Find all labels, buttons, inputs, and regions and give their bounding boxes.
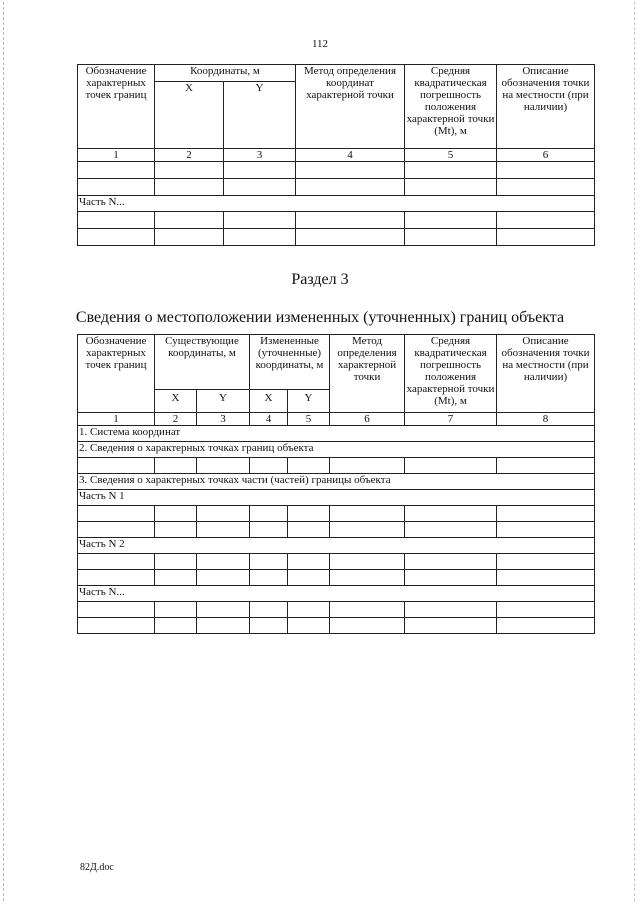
table-row [78, 602, 595, 618]
column-number: 3 [197, 413, 250, 426]
header-existing-x: X [155, 390, 197, 413]
header-x: X [155, 82, 224, 149]
points-info-row: 2. Сведения о характерных точках границ объекта [78, 442, 595, 458]
column-number: 2 [155, 413, 197, 426]
table-row [78, 458, 595, 474]
page-number: 112 [311, 38, 329, 50]
table-row [78, 506, 595, 522]
coordinate-system-row: 1. Система координат [78, 426, 595, 442]
boundary-points-table [77, 64, 595, 246]
header-changed-coordinates: Измененные (уточненные) координаты, м [250, 335, 330, 390]
header-changed-x: X [250, 390, 288, 413]
section-title: Сведения о местоположении измененных (уточненных) границ объекта [75, 309, 565, 326]
header-y: Y [224, 82, 296, 149]
header-points: Обозначение характерных точек границ [78, 65, 155, 149]
header-coordinates: Координаты, м [155, 65, 296, 82]
column-number: 1 [78, 149, 155, 162]
table-row [78, 618, 595, 634]
part-row-label: Часть N... [78, 196, 595, 212]
table-row [78, 554, 595, 570]
header-changed-y: Y [288, 390, 330, 413]
table-row [78, 229, 595, 246]
column-number: 1 [78, 413, 155, 426]
changed-boundaries-table [77, 334, 595, 634]
column-number: 4 [296, 149, 405, 162]
header-error: Средняя квадратическая погрешность положения характерной точки (Mt), м [405, 335, 497, 413]
column-number: 4 [250, 413, 288, 426]
column-number: 6 [497, 149, 595, 162]
header-method: Метод определения координат характерной точки [296, 65, 405, 149]
table-row [78, 179, 595, 196]
part-2-row: Часть N 2 [78, 538, 595, 554]
column-number: 5 [405, 149, 497, 162]
header-error: Средняя квадратическая погрешность положения характерной точки (Mt), м [405, 65, 497, 149]
column-number: 8 [497, 413, 595, 426]
header-description: Описание обозначения точки на местности (при наличии) [497, 65, 595, 149]
column-number: 7 [405, 413, 497, 426]
header-existing-coordinates: Существующие координаты, м [155, 335, 250, 390]
column-number: 5 [288, 413, 330, 426]
table-row [78, 212, 595, 229]
column-number: 6 [330, 413, 405, 426]
table-row [78, 522, 595, 538]
table-row [78, 162, 595, 179]
header-points: Обозначение характерных точек границ [78, 335, 155, 413]
parts-info-row: 3. Сведения о характерных точках части (частей) границы объекта [78, 474, 595, 490]
footer-filename: 82Д.doc [80, 862, 114, 873]
table-row [78, 570, 595, 586]
header-method: Метод определения характерной точки [330, 335, 405, 413]
part-n-row: Часть N... [78, 586, 595, 602]
header-existing-y: Y [197, 390, 250, 413]
part-1-row: Часть N 1 [78, 490, 595, 506]
column-number: 3 [224, 149, 296, 162]
header-description: Описание обозначения точки на местности (при наличии) [497, 335, 595, 413]
column-number: 2 [155, 149, 224, 162]
section-label: Раздел 3 [291, 271, 349, 288]
